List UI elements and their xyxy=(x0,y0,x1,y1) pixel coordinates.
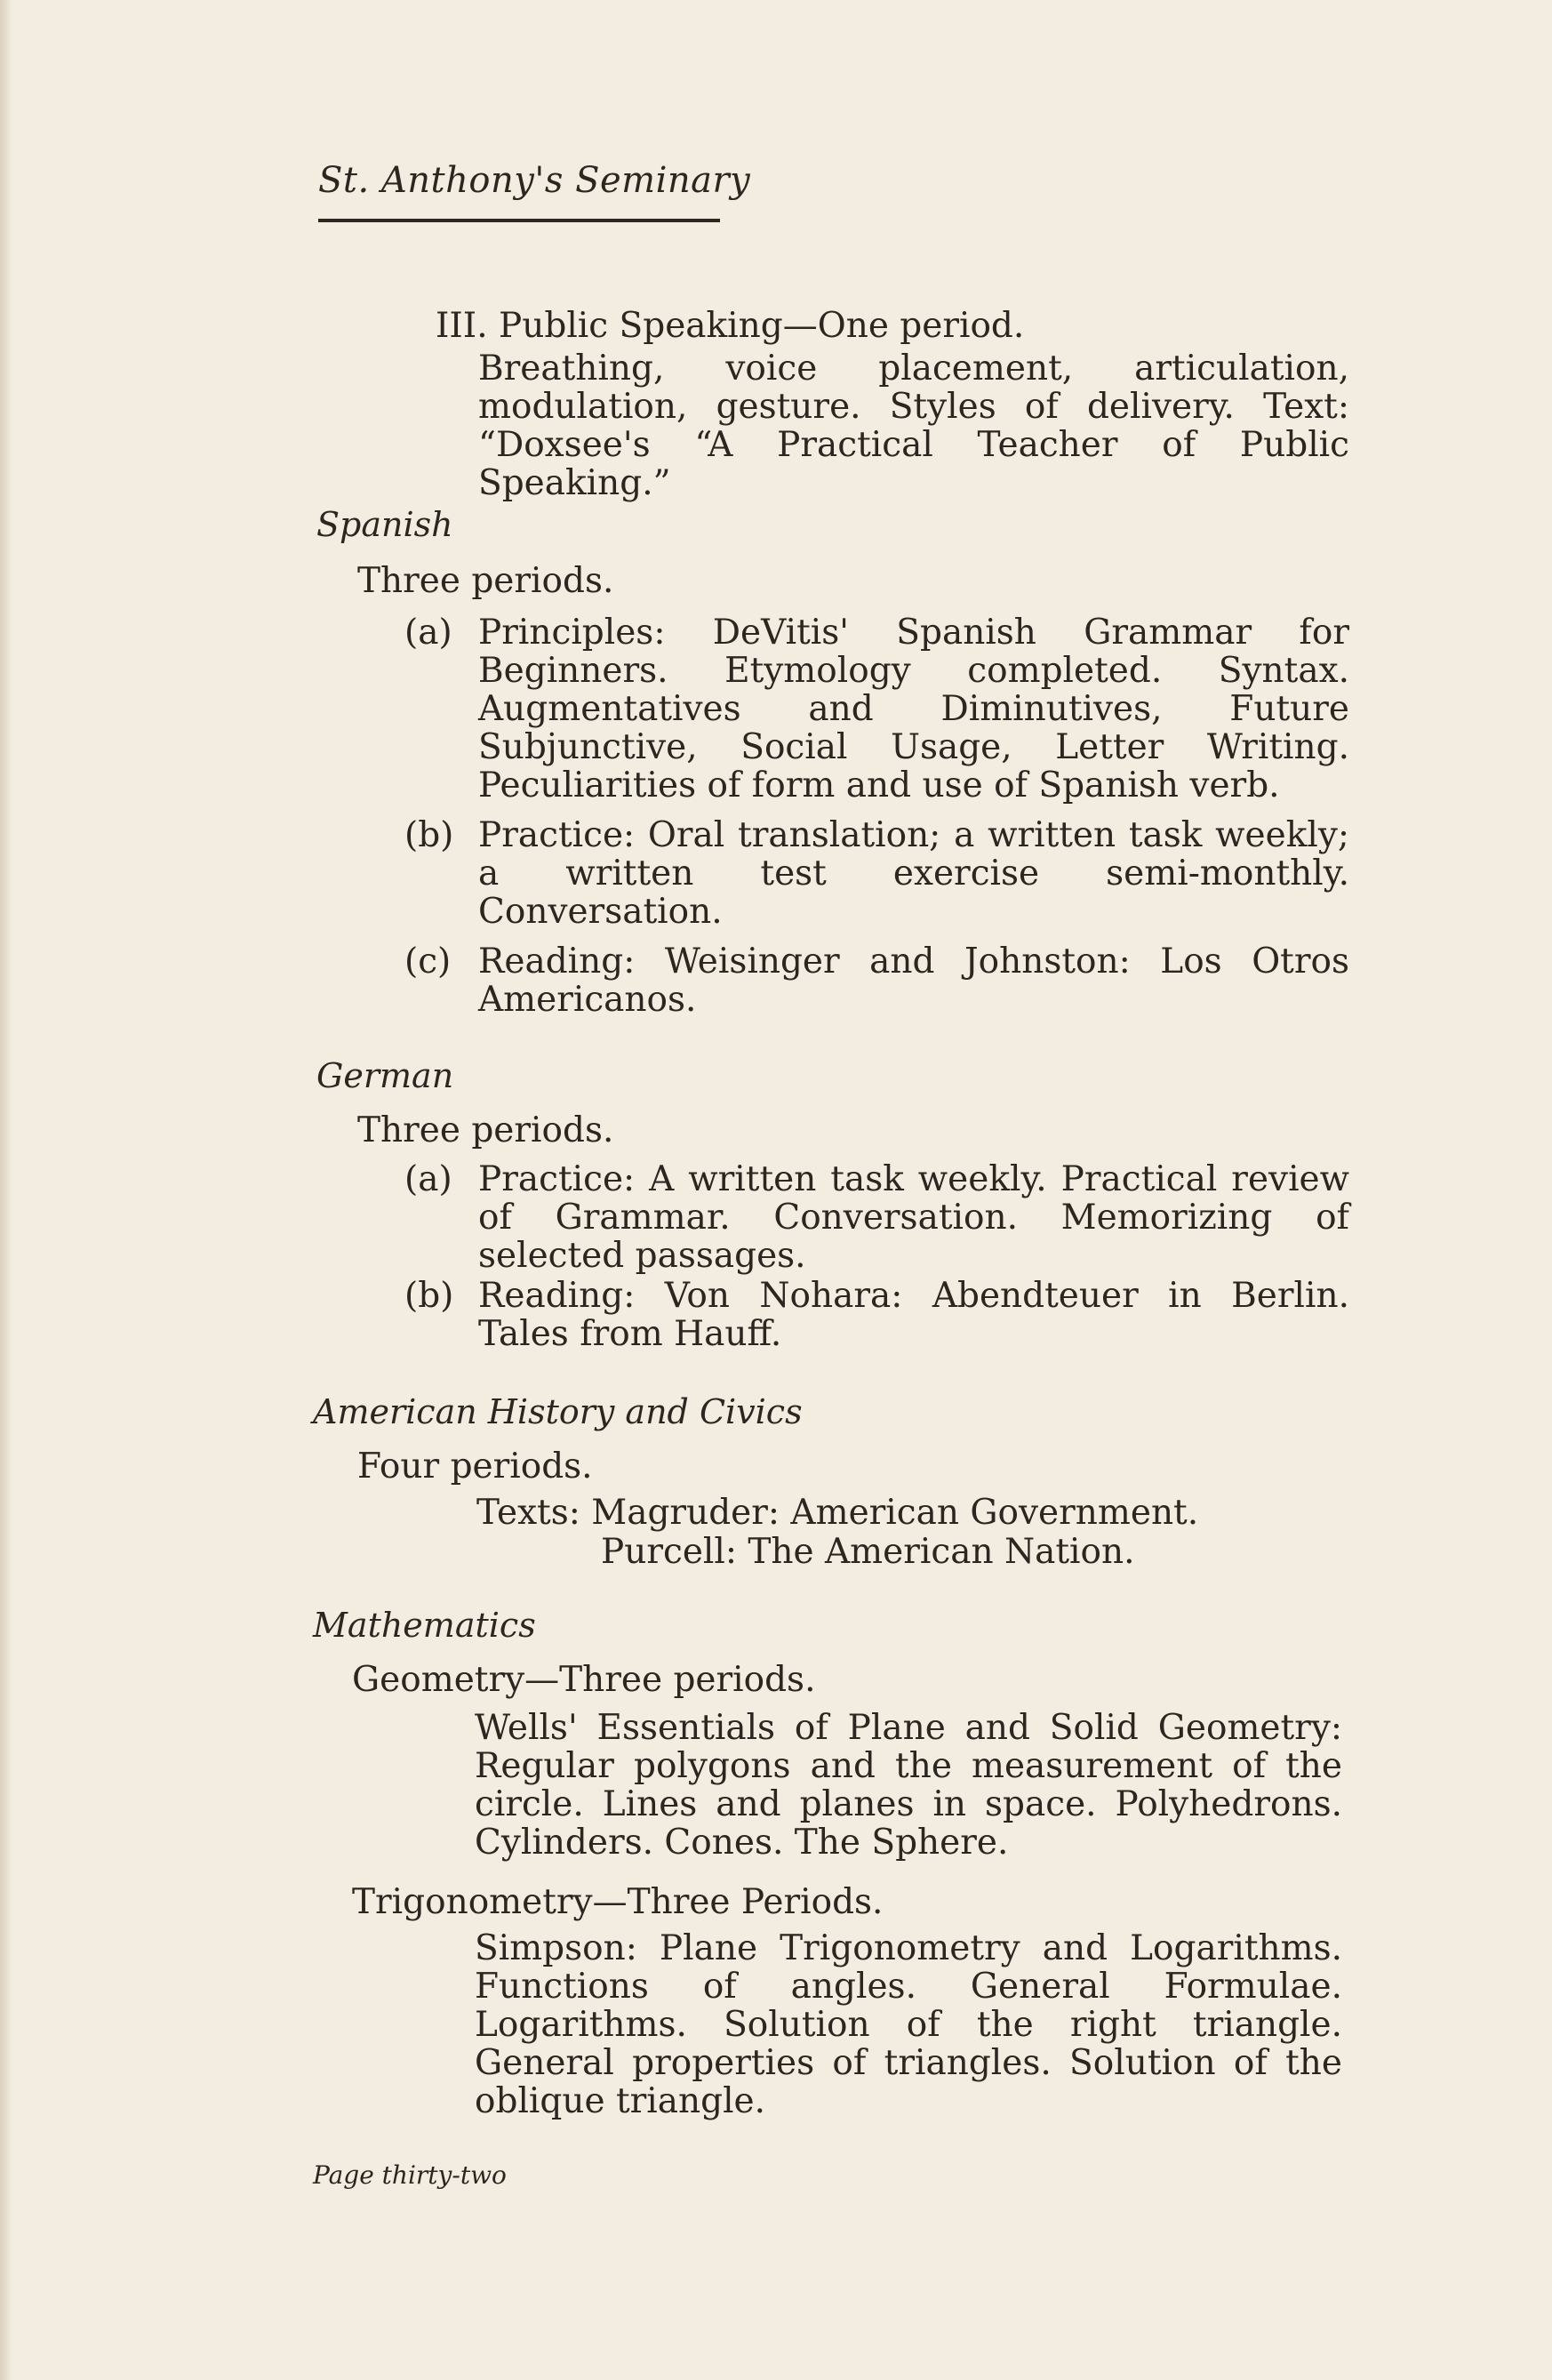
public-speaking-title: III. Public Speaking—One period. xyxy=(436,306,1025,346)
spanish-item-c-label: (c) xyxy=(404,942,452,982)
german-item-b-label: (b) xyxy=(404,1276,454,1316)
history-heading: American History and Civics xyxy=(313,1392,803,1431)
running-header: St. Anthony's Seminary xyxy=(318,160,751,201)
trigonometry-title: Trigonometry—Three Periods. xyxy=(352,1882,884,1922)
spanish-item-a-label: (a) xyxy=(404,613,452,653)
german-item-b-text: Reading: Von Nohara: Abendteuer in Berlin. Tales from Hauff. xyxy=(478,1276,1349,1354)
spanish-item-c-text: Reading: Weisinger and Johnston: Los Otros Americanos. xyxy=(478,942,1349,1020)
history-texts-line1: Texts: Magruder: American Government. xyxy=(476,1493,1199,1533)
mathematics-heading: Mathematics xyxy=(313,1606,536,1645)
german-item-a-label: (a) xyxy=(404,1159,452,1199)
spanish-heading: Spanish xyxy=(316,505,453,544)
geometry-body: Wells' Essentials of Plane and Solid Geometry: Regular polygons and the measurement of the circle. Lines and planes in space. Polyhedrons. Cylinders. Cones. The Sphere. xyxy=(475,1708,1342,1863)
page-footer: Page thirty-two xyxy=(313,2160,507,2190)
spanish-item-a-text: Principles: DeVitis' Spanish Grammar for Beginners. Etymology completed. Syntax. Augmentatives and Diminutives, Future Subjunctive, Social Usage, Letter Writing. Peculiarities of form and use of Spanish verb. xyxy=(478,613,1349,805)
german-item-a-text: Practice: A written task weekly. Practical review of Grammar. Conversation. Memorizing of selected passages. xyxy=(478,1159,1349,1276)
history-texts-line2: Purcell: The American Nation. xyxy=(601,1532,1135,1572)
trigonometry-body: Simpson: Plane Trigonometry and Logarithms. Functions of angles. General Formulae. Logarithms. Solution of the right triangle. General properties of triangles. Solution of the oblique triangle. xyxy=(475,1928,1342,2121)
german-heading: German xyxy=(316,1056,454,1095)
spanish-periods: Three periods. xyxy=(357,561,614,601)
geometry-title: Geometry—Three periods. xyxy=(352,1660,816,1700)
spanish-item-b-text: Practice: Oral translation; a written task weekly; a written test exercise semi-monthly. Conversation. xyxy=(478,815,1349,932)
public-speaking-body: Breathing, voice placement, articulation, modulation, gesture. Styles of delivery. Text: “Doxsee's “A Practical Teacher of Public Speaking.” xyxy=(478,349,1349,503)
german-periods: Three periods. xyxy=(357,1110,614,1150)
page-edge-shadow xyxy=(0,0,12,2380)
history-periods: Four periods. xyxy=(357,1446,593,1486)
spanish-item-b-label: (b) xyxy=(404,815,454,855)
header-rule xyxy=(318,219,720,222)
